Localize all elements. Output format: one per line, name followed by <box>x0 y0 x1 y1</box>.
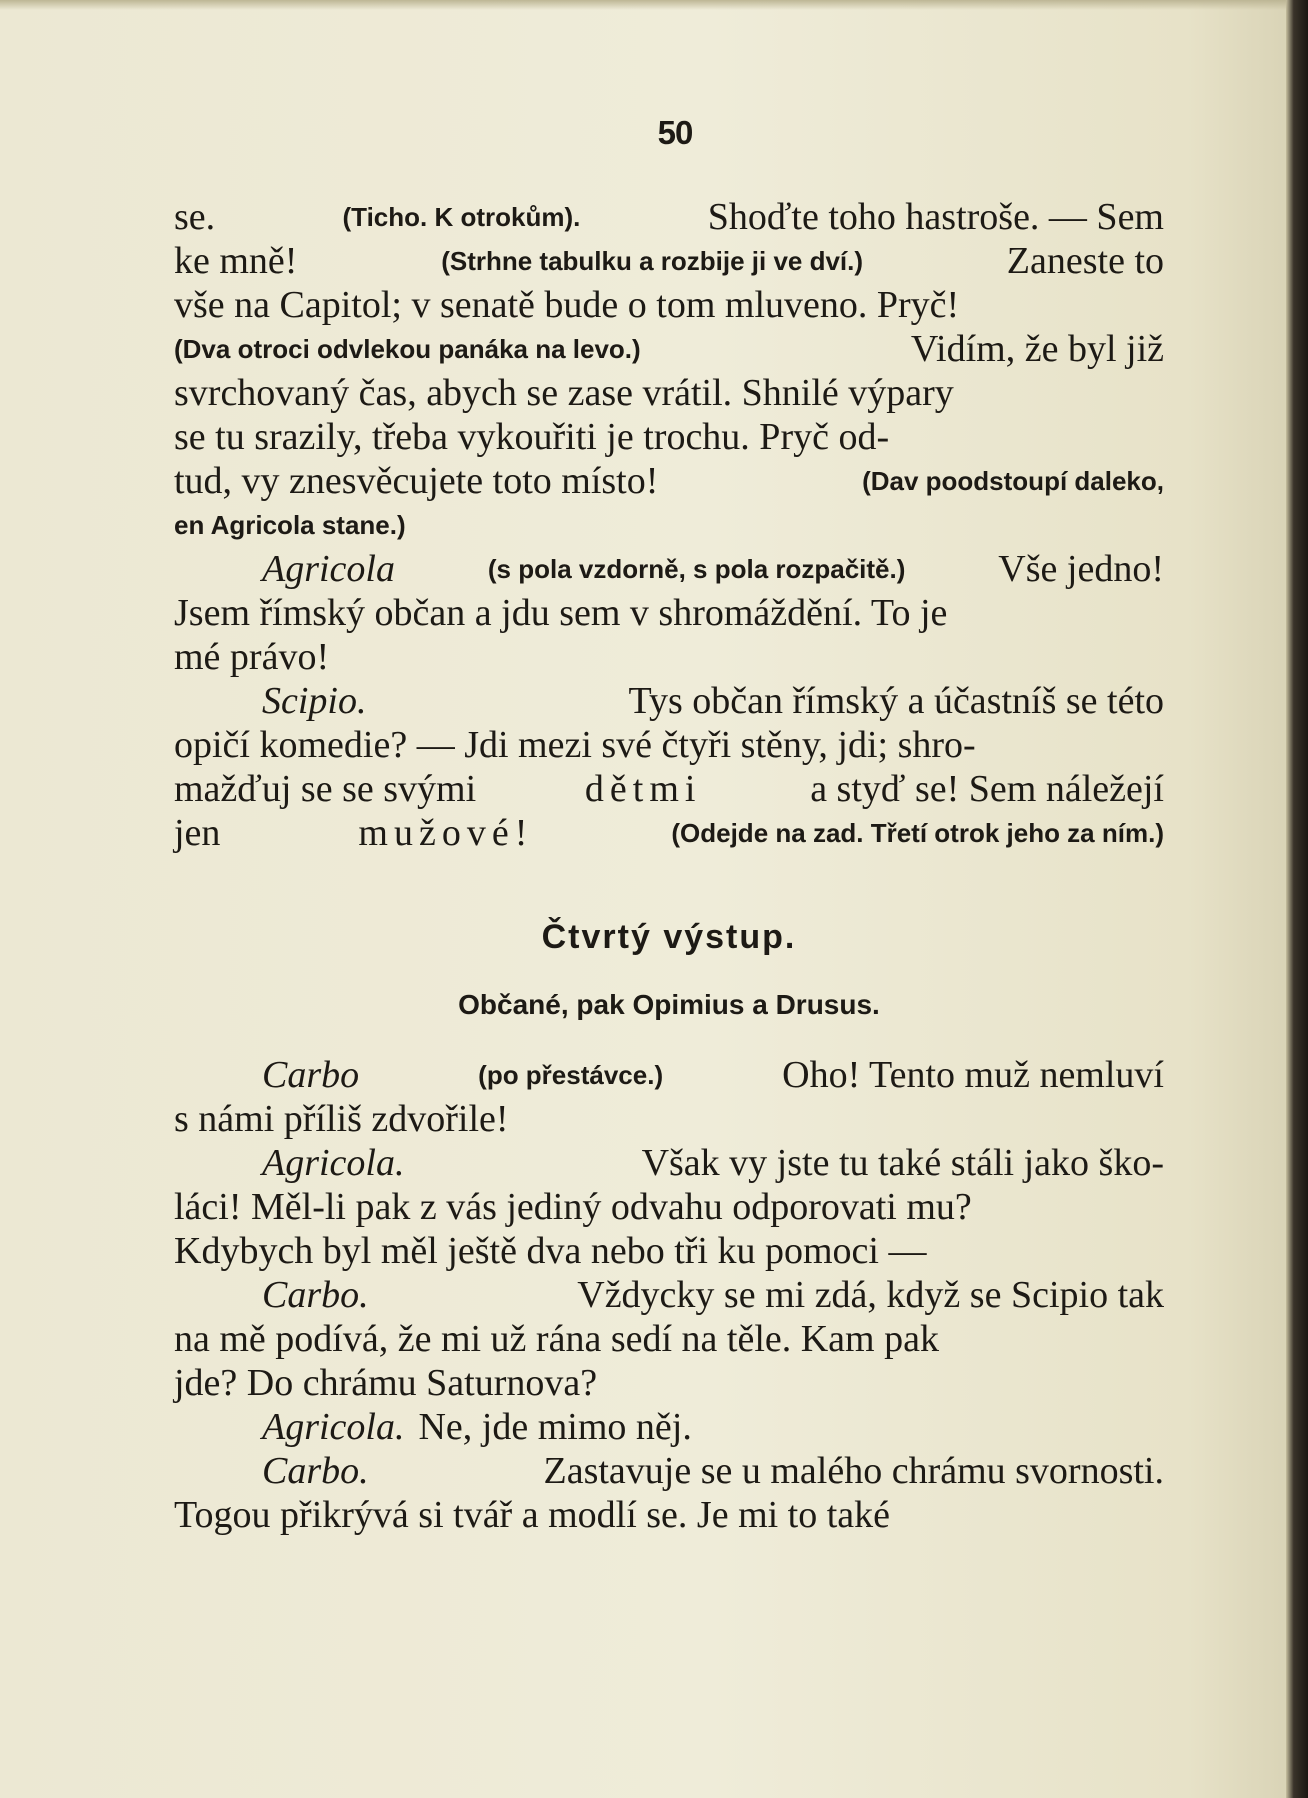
scene-characters: Občané, pak Opimius a Drusus. <box>458 989 880 1020</box>
spaced-text: dětmi <box>584 768 702 810</box>
text-line <box>174 1053 1164 1097</box>
stage-direction: (po přestávce.) <box>478 1060 664 1090</box>
text-line <box>174 1273 1164 1317</box>
book-spine <box>1286 0 1308 1798</box>
text-line <box>174 679 1164 723</box>
text-line: na mě podívá, že mi už rána sedí na těle. Kam pak <box>174 1318 939 1360</box>
speaker-name: Agricola. <box>262 1142 405 1184</box>
text: Vždycky se mi zdá, když se Scipio tak <box>577 1274 1164 1316</box>
text: Vidím, že byl již <box>910 328 1164 370</box>
text-line: opičí komedie? — Jdi mezi své čtyři stěny, jdi; shro- <box>174 724 976 766</box>
text: a styď se! Sem náležejí <box>810 768 1164 810</box>
text: tud, vy znesvěcujete toto místo! <box>174 460 659 502</box>
text-line: mé právo! <box>174 636 330 678</box>
text: Však vy jste tu také stáli jako ško- <box>641 1142 1164 1184</box>
text: jen <box>174 812 221 854</box>
text-line: jde? Do chrámu Saturnova? <box>174 1362 598 1404</box>
speaker-name: Agricola. <box>262 1406 405 1448</box>
text: Vše jedno! <box>998 548 1164 590</box>
text-line: vše na Capitol; v senatě bude o tom mluveno. Pryč! <box>174 284 960 326</box>
page-text <box>174 195 1164 1537</box>
text: Tys občan římský a účastníš se této <box>628 680 1164 722</box>
stage-direction: (Dav poodstoupí daleko, <box>862 466 1164 496</box>
page-top-shadow <box>0 0 1290 10</box>
speaker-name: Agricola <box>262 548 395 590</box>
text-line: Kdybych byl měl ještě dva nebo tři ku pomoci — <box>174 1230 927 1272</box>
text: Zaneste to <box>1006 240 1164 282</box>
text-line: svrchovaný čas, abych se zase vrátil. Shnilé výpary <box>174 372 954 414</box>
stage-direction: (Strhne tabulku a rozbije ji ve dví.) <box>441 246 864 276</box>
text-line <box>174 1449 1164 1493</box>
text: Shoďte toho hastroše. — Sem <box>707 196 1164 238</box>
scene-heading: Čtvrtý výstup. <box>541 918 797 956</box>
text-line: Togou přikrývá si tvář a modlí se. Je mi to také <box>174 1494 891 1536</box>
stage-direction: en Agricola stane.) <box>174 510 406 540</box>
text-line: láci! Měl-li pak z vás jediný odvahu odporovati mu? <box>174 1186 972 1228</box>
text: mažďuj se se svými <box>174 768 477 810</box>
text: ke mně! <box>174 240 298 282</box>
page-number: 50 <box>657 114 693 151</box>
speaker-name: Carbo. <box>262 1450 369 1492</box>
speaker-name: Carbo <box>262 1054 360 1096</box>
speaker-name: Carbo. <box>262 1274 369 1316</box>
stage-direction: (s pola vzdorně, s pola rozpačitě.) <box>487 554 906 584</box>
text-line <box>174 767 1164 811</box>
text: Zastavuje se u malého chrámu svornosti. <box>543 1450 1164 1492</box>
text-line <box>174 195 1164 239</box>
stage-direction: (Dva otroci odvlekou panáka na levo.) <box>174 334 641 364</box>
text-line <box>174 503 1164 547</box>
text-line <box>174 1141 1164 1185</box>
text-line <box>174 327 1164 371</box>
speaker-name: Scipio. <box>262 680 367 722</box>
text-line: s námi příliš zdvořile! <box>174 1098 509 1140</box>
text-line <box>174 547 1164 591</box>
text-line: se tu srazily, třeba vykouřiti je trochu. Pryč od- <box>174 416 890 458</box>
text-line <box>174 1405 1164 1449</box>
text-line <box>174 459 1164 503</box>
stage-direction: (Odejde na zad. Třetí otrok jeho za ním.) <box>671 818 1164 848</box>
stage-direction: (Ticho. K otrokům). <box>342 202 581 232</box>
text-line <box>174 811 1164 855</box>
text-line <box>174 239 1164 283</box>
text-line: Jsem římský občan a jdu sem v shromáždění. To je <box>174 592 948 634</box>
spaced-text: mužové! <box>358 812 534 854</box>
text: Oho! Tento muž nemluví <box>782 1054 1164 1096</box>
text: se. <box>174 196 216 238</box>
text: Ne, jde mimo něj. <box>418 1406 692 1448</box>
